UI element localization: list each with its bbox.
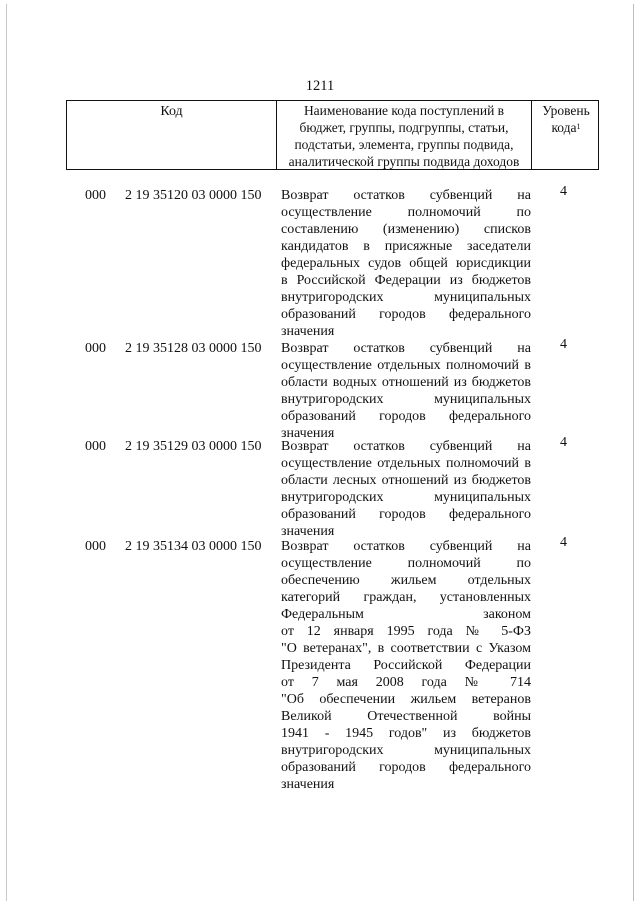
- code-level: 4: [560, 184, 567, 199]
- income-name-line: внутригородских муниципальных: [281, 290, 531, 305]
- income-code: 2 19 35128 03 0000 150: [125, 341, 262, 356]
- income-code: 2 19 35134 03 0000 150: [125, 539, 262, 554]
- income-name-line: осуществление отдельных полномочий в: [281, 456, 531, 471]
- income-name-line: значения: [281, 524, 335, 539]
- income-name-line: Возврат остатков субвенций на: [281, 539, 531, 554]
- page-number: 1211: [305, 78, 335, 94]
- income-name-line: осуществление полномочий по: [281, 556, 531, 571]
- code-level: 4: [560, 435, 567, 450]
- income-name-line: образований городов федерального: [281, 307, 531, 322]
- income-name-line: осуществление полномочий по: [281, 205, 531, 220]
- income-name-line: обеспечению жильем отдельных: [281, 573, 531, 588]
- admin-code: 000: [85, 341, 106, 356]
- income-name-line: 1941 - 1945 годов" из бюджетов: [281, 726, 531, 741]
- code-level: 4: [560, 337, 567, 352]
- income-name-line: внутригородских муниципальных: [281, 743, 531, 758]
- income-name-line: значения: [281, 777, 335, 792]
- header-name: [277, 102, 531, 170]
- admin-code: 000: [85, 188, 106, 203]
- income-name-line: Возврат остатков субвенций на: [281, 439, 531, 454]
- income-name-line: Президента Российской Федерации: [281, 658, 531, 673]
- income-name: [281, 187, 531, 340]
- income-code: 2 19 35129 03 0000 150: [125, 439, 262, 454]
- income-name-line: составлению (изменению) списков: [281, 222, 531, 237]
- income-name-line: значения: [281, 324, 335, 339]
- income-name-line: области лесных отношений из бюджетов: [281, 473, 531, 488]
- income-name-line: значения: [281, 426, 335, 441]
- header-level-line: Уровень: [542, 103, 590, 118]
- income-name: [281, 438, 531, 540]
- income-name-line: в Российской Федерации из бюджетов: [281, 273, 531, 288]
- footnote-marker: 1: [576, 122, 581, 131]
- income-name-line: "Об обеспечении жильем ветеранов: [281, 692, 531, 707]
- header-code: Код: [160, 104, 183, 119]
- header-name-line: бюджет, группы, подгруппы, статьи,: [299, 120, 509, 135]
- income-name-line: области водных отношений из бюджетов: [281, 375, 531, 390]
- income-name-line: от 7 мая 2008 года № 714: [281, 675, 531, 690]
- income-name-line: кандидатов в присяжные заседатели: [281, 239, 531, 254]
- header-name-line: Наименование кода поступлений в: [303, 103, 505, 118]
- admin-code: 000: [85, 539, 106, 554]
- income-name: [281, 538, 531, 793]
- code-level: 4: [560, 535, 567, 550]
- admin-code: 000: [85, 439, 106, 454]
- income-name-line: осуществление отдельных полномочий в: [281, 358, 531, 373]
- income-name-line: Возврат остатков субвенций на: [281, 188, 531, 203]
- income-name-line: образований городов федерального: [281, 760, 531, 775]
- income-name-line: категорий граждан, установленных: [281, 590, 531, 605]
- income-name-line: образований городов федерального: [281, 409, 531, 424]
- income-code: 2 19 35120 03 0000 150: [125, 188, 262, 203]
- income-name-line: от 12 января 1995 года № 5-ФЗ: [281, 624, 531, 639]
- income-name-line: образований городов федерального: [281, 507, 531, 522]
- table-header: [66, 100, 599, 170]
- income-name-line: "О ветеранах", в соответствии с Указом: [281, 641, 531, 656]
- header-level-word: кода: [551, 120, 577, 135]
- income-name-line: Возврат остатков субвенций на: [281, 341, 531, 356]
- header-name-line: аналитической группы подвида доходов: [288, 154, 520, 169]
- header-level: [532, 102, 600, 136]
- income-name-line: внутригородских муниципальных: [281, 490, 531, 505]
- income-name-line: Федеральным законом: [281, 607, 531, 622]
- income-name: [281, 340, 531, 442]
- income-name-line: Великой Отечественной войны: [281, 709, 531, 724]
- income-name-line: федеральных судов общей юрисдикции: [281, 256, 531, 271]
- header-level-line: [532, 119, 600, 136]
- income-name-line: внутригородских муниципальных: [281, 392, 531, 407]
- header-name-line: подстатьи, элемента, группы подвида,: [294, 137, 514, 152]
